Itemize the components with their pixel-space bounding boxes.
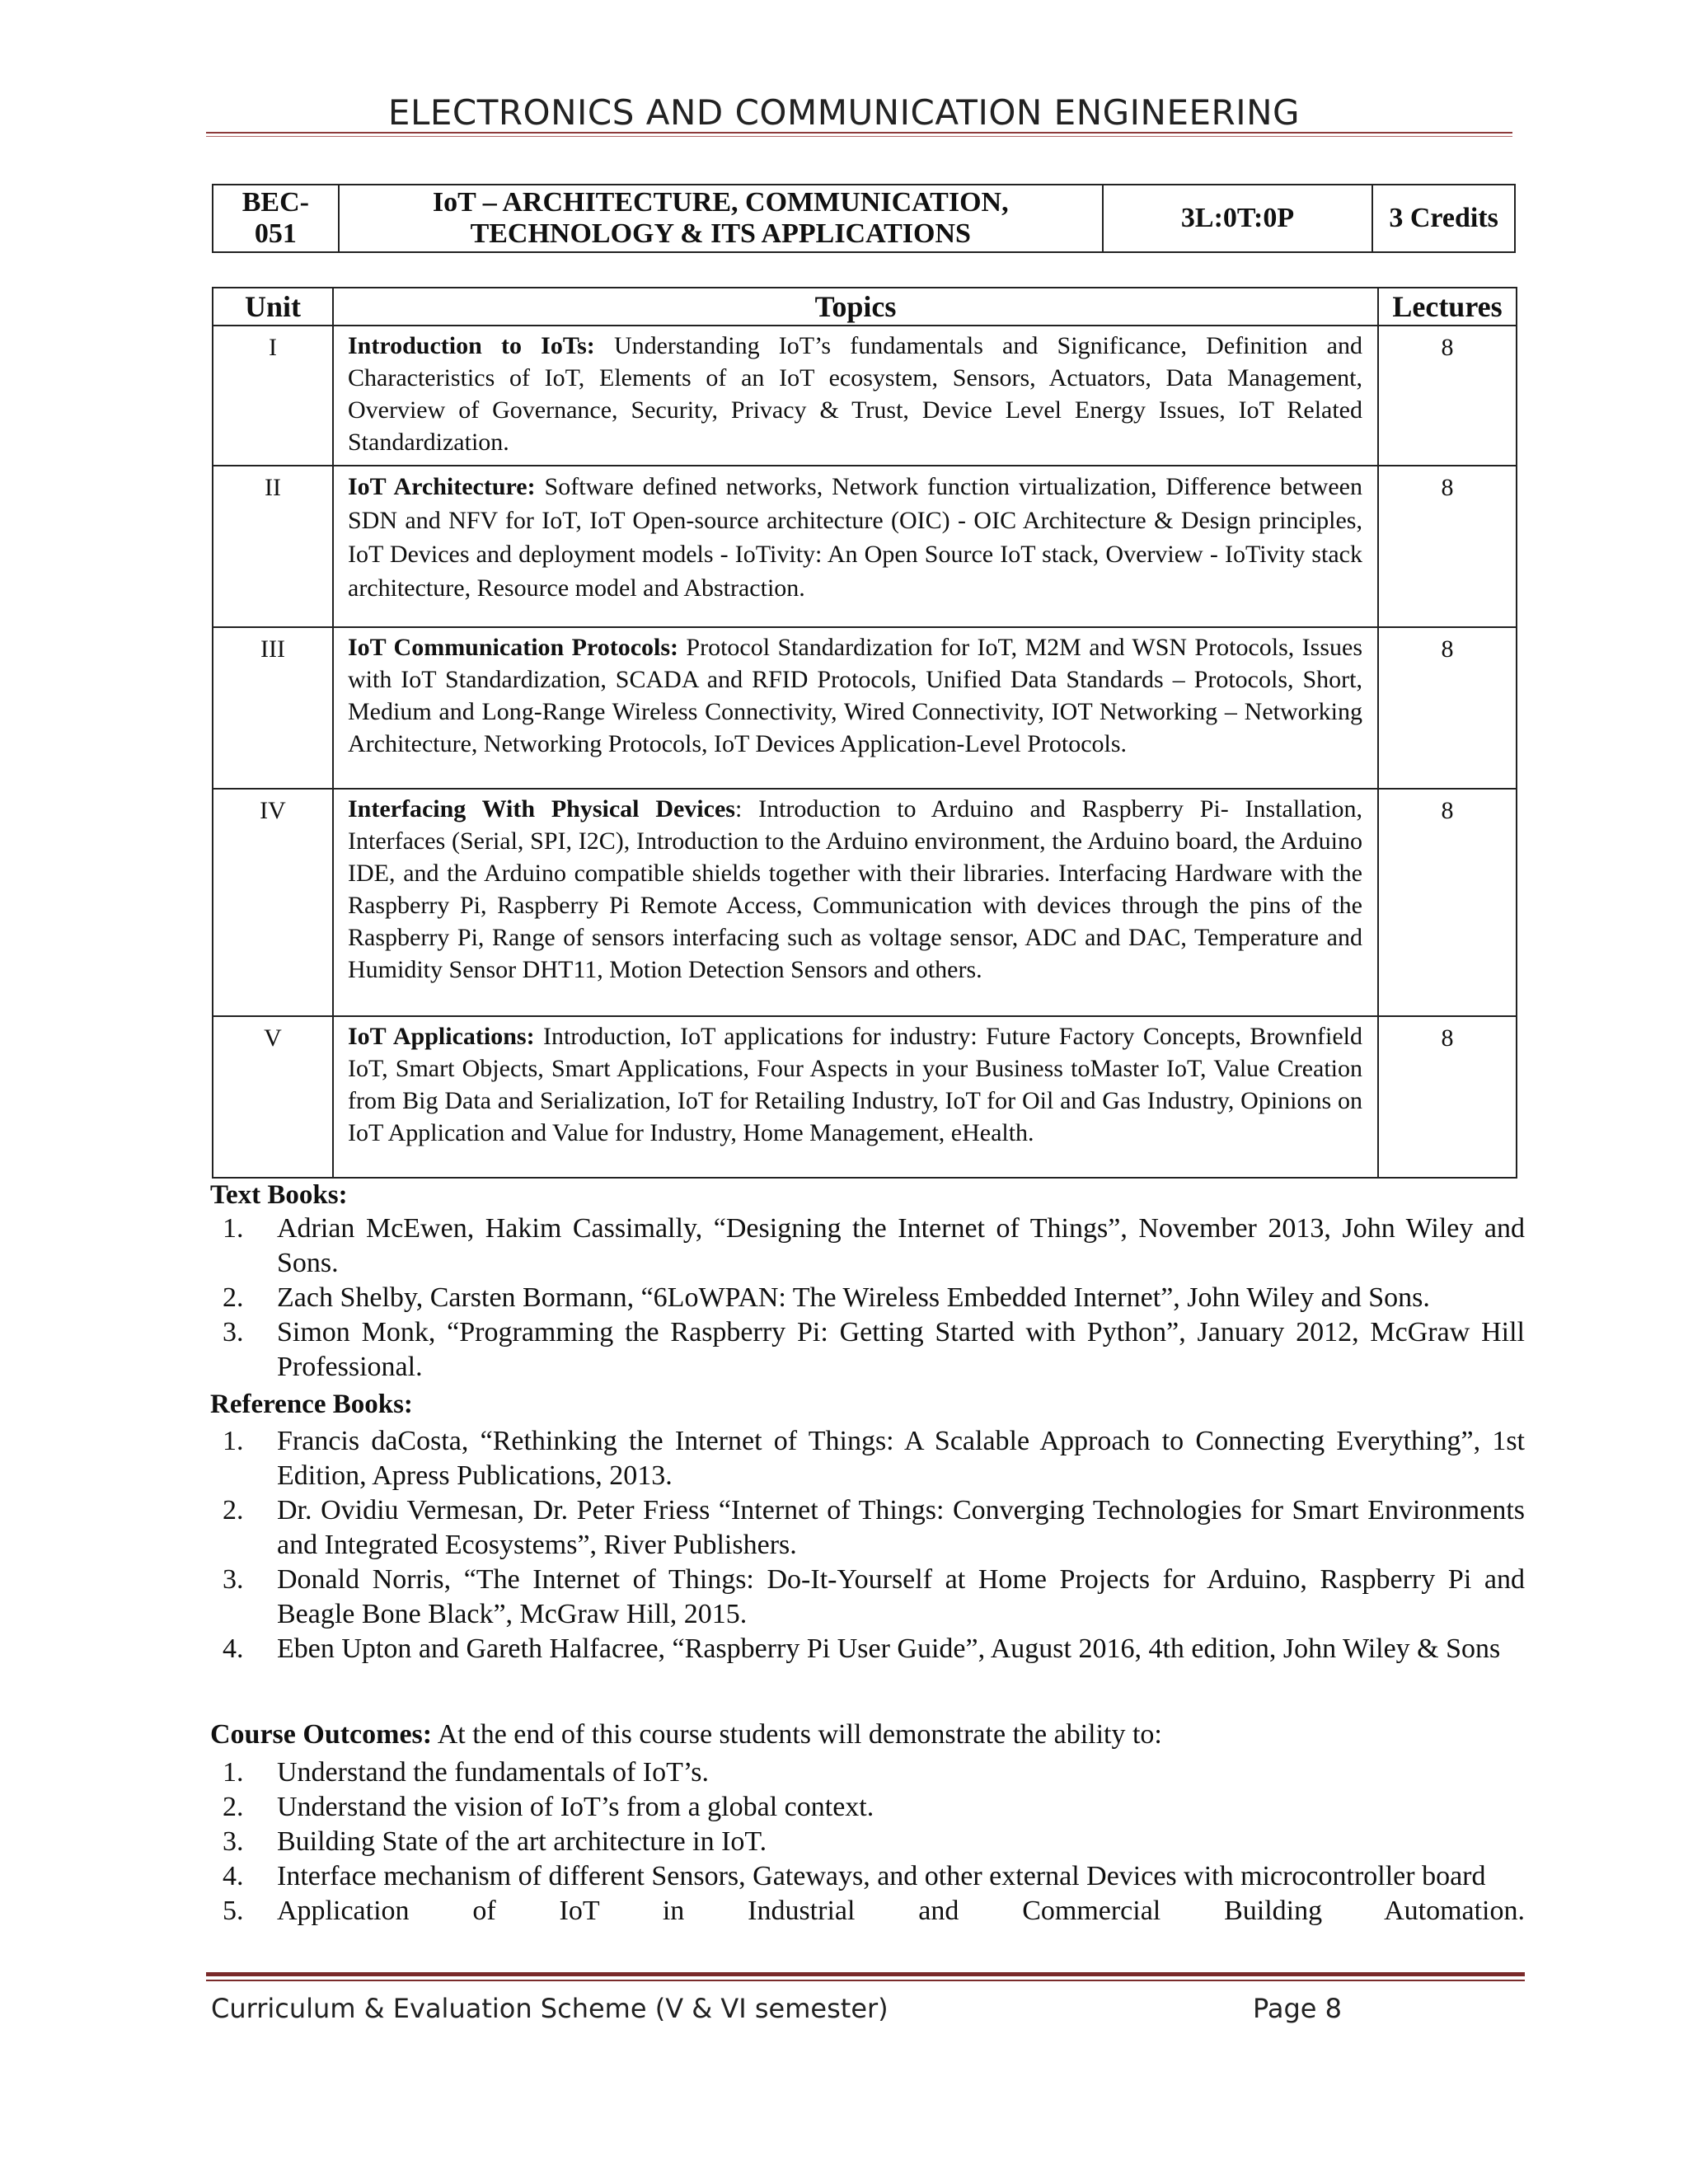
table-row: [213, 326, 1517, 466]
list-number: 3.: [223, 1826, 244, 1857]
course-title: IoT – ARCHITECTURE, COMMUNICATION, TECHNOLOGY & ITS APPLICATIONS: [339, 185, 1103, 252]
header-divider: [206, 132, 1512, 134]
list-number: 4.: [223, 1861, 244, 1891]
list-number: 2.: [223, 1495, 244, 1526]
list-number: 3.: [223, 1317, 244, 1347]
unit-description: Software defined networks, Network function virtualization, Difference between SDN and NFV for IoT, IoT Open-source architecture (OIC) - OIC Architecture & Design principles, IoT Devices and deployment models - IoTivity: An Open Source IoT stack, Overview - IoTivity stack architecture, Resource model and Abstraction.: [348, 473, 1362, 602]
course-ltp: 3L:0T:0P: [1103, 185, 1372, 252]
table-row: [213, 1016, 1517, 1178]
list-text: Simon Monk, “Programming the Raspberry Pi: Getting Started with Python”, January 2012, McGraw Hill Professional.: [277, 1317, 1525, 1382]
page-header-title: ELECTRONICS AND COMMUNICATION ENGINEERING: [387, 92, 1301, 133]
list-item: [223, 1894, 1525, 1929]
list-text: Donald Norris, “The Internet of Things: Do-It-Yourself at Home Projects for Arduino, Raspberry Pi and Beagle Bone Black”, McGraw Hill, 2015.: [277, 1564, 1525, 1629]
reference-books-list: [223, 1424, 1525, 1666]
course-info-table: [212, 184, 1516, 253]
list-item: [223, 1281, 1525, 1315]
unit-number: V: [213, 1016, 333, 1178]
list-number: 2.: [223, 1282, 244, 1313]
text-books-heading: Text Books:: [210, 1180, 348, 1210]
course-credits: 3 Credits: [1372, 185, 1515, 252]
unit-topics: [333, 1016, 1378, 1178]
list-number: 3.: [223, 1564, 244, 1595]
list-text: Francis daCosta, “Rethinking the Internet of Things: A Scalable Approach to Connecting Everything”, 1st Edition, Apress Publications, 2013.: [277, 1426, 1525, 1491]
unit-description: : Introduction to Arduino and Raspberry Pi- Installation, Interfaces (Serial, SPI, I2C), Introduction to the Arduino environment, the Arduino board, the Arduino IDE, and the Arduino compatible shields together with their libraries. Interfacing Hardware with the Raspberry Pi, Raspberry Pi Remote Access, Communication with devices through the pins of the Raspberry Pi, Range of sensors interfacing such as voltage sensor, ADC and DAC, Temperature and Humidity Sensor DHT11, Motion Detection Sensors and others.: [348, 795, 1362, 983]
column-header-unit: Unit: [213, 288, 333, 326]
course-code: BEC- 051: [213, 185, 339, 252]
unit-lectures: 8: [1378, 466, 1517, 627]
page-number: Page 8: [1253, 1993, 1342, 2024]
footer-divider-thick: [206, 1972, 1525, 1976]
list-text: Building State of the art architecture in IoT.: [277, 1826, 767, 1857]
list-item: [223, 1212, 1525, 1281]
table-row: [213, 627, 1517, 789]
unit-lectures: 8: [1378, 1016, 1517, 1178]
unit-heading: Introduction to IoTs:: [348, 332, 595, 359]
list-text: Dr. Ovidiu Vermesan, Dr. Peter Friess “Internet of Things: Converging Technologies for Smart Environments and Integrated Ecosystems”, River Publishers.: [277, 1495, 1525, 1560]
list-text: Interface mechanism of different Sensors, Gateways, and other external Devices with microcontroller board: [277, 1861, 1486, 1891]
list-text: Zach Shelby, Carsten Bormann, “6LoWPAN: The Wireless Embedded Internet”, John Wiley and Sons.: [277, 1282, 1430, 1313]
list-text: Application of IoT in Industrial and Commercial Building Automation.: [277, 1896, 1525, 1926]
unit-heading: Interfacing With Physical Devices: [348, 795, 735, 823]
list-item: [223, 1315, 1525, 1385]
unit-number: II: [213, 466, 333, 627]
list-item: [223, 1859, 1525, 1894]
list-text: Understand the fundamentals of IoT’s.: [277, 1757, 710, 1788]
unit-topics: [333, 627, 1378, 789]
unit-description: Introduction, IoT applications for industry: Future Factory Concepts, Brownfield IoT, Smart Objects, Smart Applications, Four Aspects in your Business toMaster IoT, Value Creation from Big Data and Serialization, IoT for Retailing Industry, IoT for Oil and Gas Industry, Opinions on IoT Application and Value for Industry, Home Management, eHealth.: [348, 1023, 1362, 1146]
unit-description: Protocol Standardization for IoT, M2M and WSN Protocols, Issues with IoT Standardization, SCADA and RFID Protocols, Unified Data Standards – Protocols, Short, Medium and Long-Range Wireless Connectivity, Wired Connectivity, IOT Networking – Networking Architecture, Networking Protocols, IoT Devices Application-Level Protocols.: [348, 634, 1362, 757]
list-number: 2.: [223, 1792, 244, 1822]
footer-divider-thin: [206, 1980, 1525, 1981]
list-item: [223, 1632, 1525, 1666]
list-number: 4.: [223, 1633, 244, 1664]
list-number: 1.: [223, 1213, 244, 1244]
topics-header-row: [213, 288, 1517, 326]
unit-description: Understanding IoT’s fundamentals and Significance, Definition and Characteristics of IoT, Elements of an IoT ecosystem, Sensors, Actuators, Data Management, Overview of Governance, Security, Privacy & Trust, Device Level Energy Issues, IoT Related Standardization.: [348, 332, 1362, 456]
list-number: 5.: [223, 1896, 244, 1926]
list-text: Adrian McEwen, Hakim Cassimally, “Designing the Internet of Things”, November 2013, John Wiley and Sons.: [277, 1213, 1525, 1278]
unit-lectures: 8: [1378, 789, 1517, 1016]
column-header-lectures: Lectures: [1378, 288, 1517, 326]
unit-lectures: 8: [1378, 627, 1517, 789]
column-header-topics: Topics: [333, 288, 1378, 326]
header-divider-thin: [206, 136, 1512, 137]
reference-books-heading: Reference Books:: [210, 1390, 413, 1419]
unit-topics: [333, 789, 1378, 1016]
list-item: [223, 1755, 1525, 1790]
list-text: Understand the vision of IoT’s from a global context.: [277, 1792, 874, 1822]
text-books-list: [223, 1212, 1525, 1385]
unit-heading: IoT Architecture:: [348, 473, 536, 500]
list-text: Eben Upton and Gareth Halfacree, “Raspberry Pi User Guide”, August 2016, 4th edition, John Wiley & Sons: [277, 1633, 1501, 1664]
course-outcomes-lead: At the end of this course students will demonstrate the ability to:: [432, 1719, 1162, 1750]
course-outcomes-list: [223, 1755, 1525, 1929]
unit-lectures: 8: [1378, 326, 1517, 466]
list-number: 1.: [223, 1757, 244, 1788]
list-item: [223, 1790, 1525, 1825]
unit-number: I: [213, 326, 333, 466]
list-item: [223, 1493, 1525, 1563]
list-number: 1.: [223, 1426, 244, 1456]
course-outcomes-heading: Course Outcomes:: [210, 1719, 433, 1750]
topics-table: [212, 287, 1517, 1179]
unit-heading: IoT Communication Protocols:: [348, 634, 679, 661]
table-row: [213, 789, 1517, 1016]
list-item: [223, 1563, 1525, 1632]
list-item: [223, 1424, 1525, 1493]
course-outcomes-intro: [210, 1719, 1162, 1750]
table-row: [213, 466, 1517, 627]
unit-number: IV: [213, 789, 333, 1016]
unit-number: III: [213, 627, 333, 789]
unit-topics: [333, 466, 1378, 627]
footer-curriculum-label: Curriculum & Evaluation Scheme (V & VI semester): [211, 1993, 889, 2024]
unit-topics: [333, 326, 1378, 466]
unit-heading: IoT Applications:: [348, 1023, 535, 1050]
list-item: [223, 1825, 1525, 1859]
